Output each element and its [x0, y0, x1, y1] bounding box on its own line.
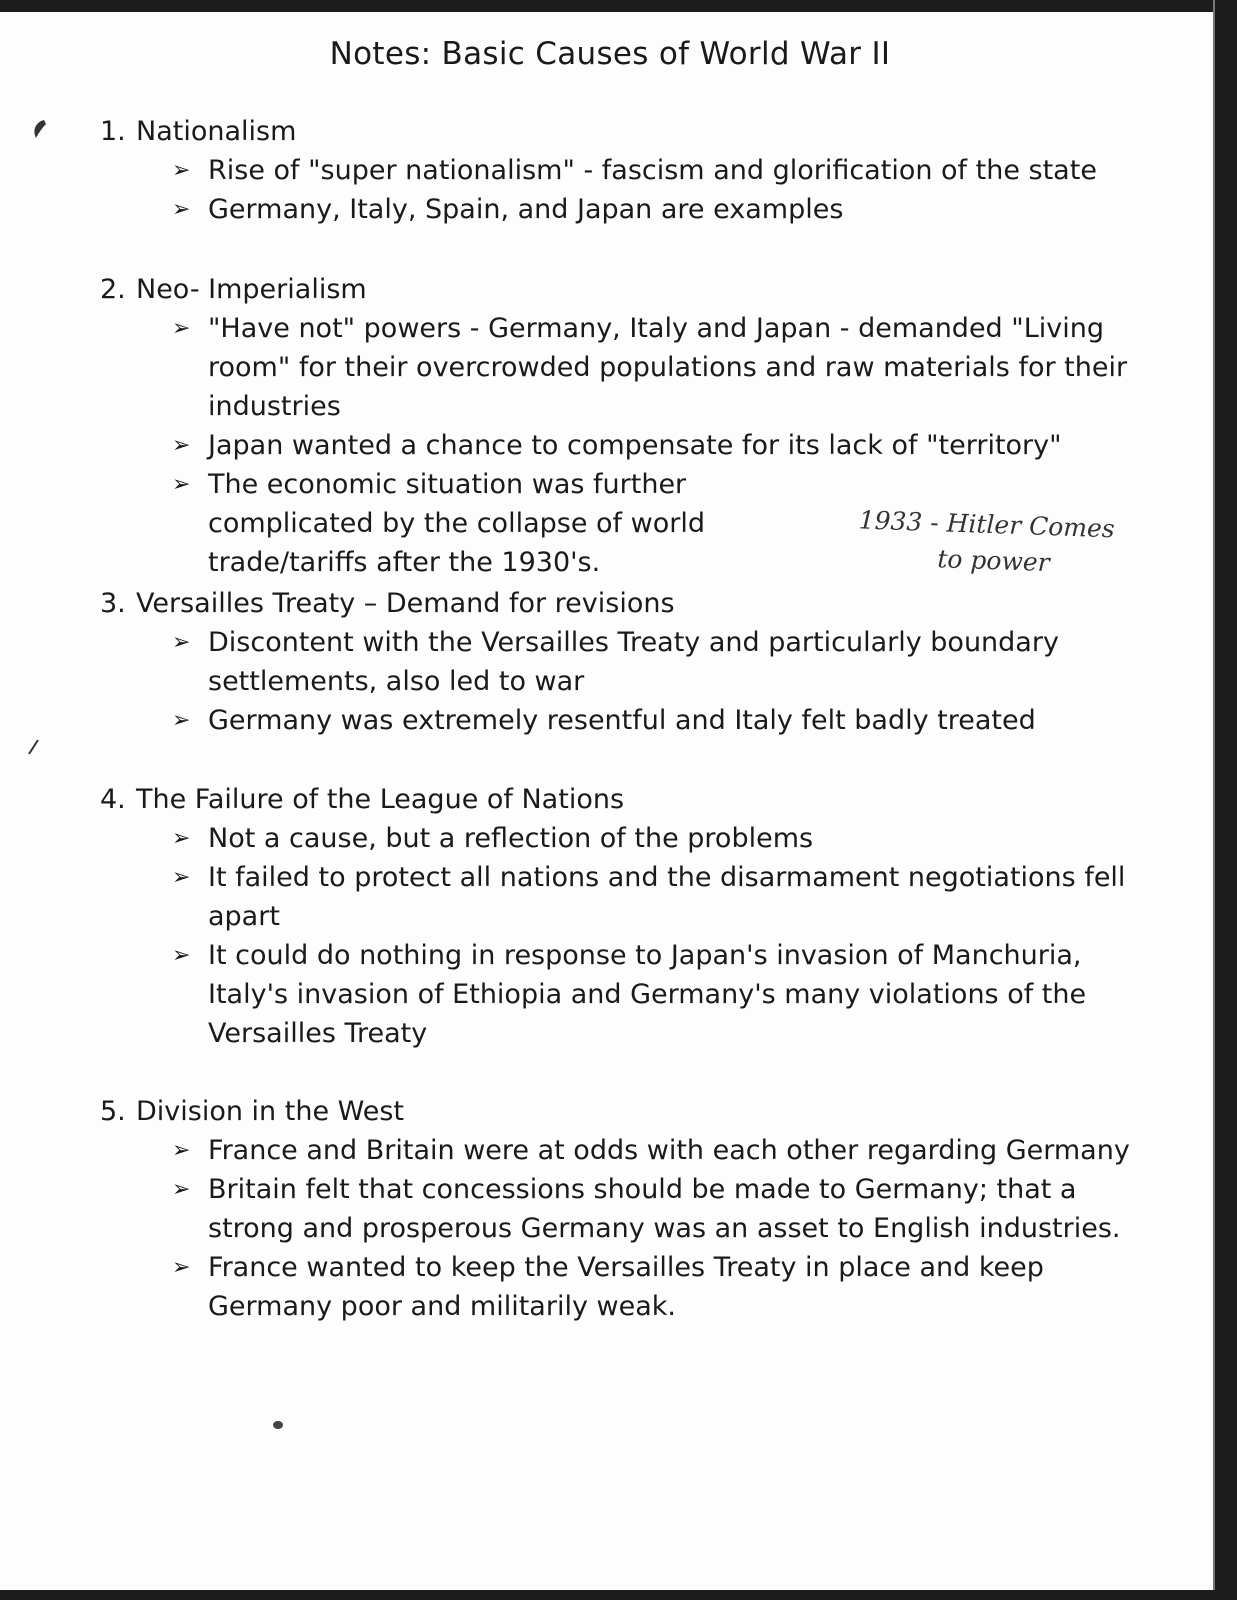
- bullet-item: [172, 190, 1160, 229]
- section-league-of-nations: [100, 780, 1160, 1053]
- section-title: The Failure of the League of Nations: [136, 784, 625, 815]
- section-number: 5.: [100, 1096, 126, 1127]
- bullet-item: [172, 936, 1160, 1053]
- bullet-list: [100, 623, 1160, 740]
- section-heading: [100, 780, 1160, 819]
- arrow-bullet-icon: ➢: [172, 316, 191, 341]
- bullet-text: It failed to protect all nations and the disarmament negotiations fell apart: [208, 862, 1126, 932]
- scan-edge-top: [0, 0, 1237, 12]
- bullet-list: [100, 819, 1160, 1053]
- section-versailles-treaty: [100, 584, 1160, 740]
- section-title: Versailles Treaty – Demand for revisions: [136, 588, 675, 619]
- arrow-bullet-icon: ➢: [172, 826, 191, 851]
- bullet-list: [100, 1131, 1160, 1326]
- page-title: Notes: Basic Causes of World War II: [329, 36, 891, 72]
- section-title: Nationalism: [136, 116, 297, 147]
- handwritten-note-line: 1933 - Hitler Comes: [858, 505, 1116, 544]
- section-number: 2.: [100, 274, 126, 305]
- section-division-in-the-west: [100, 1092, 1160, 1326]
- section-nationalism: [100, 112, 1160, 229]
- bullet-text: Germany, Italy, Spain, and Japan are examples: [208, 194, 844, 225]
- arrow-bullet-icon: ➢: [172, 197, 191, 222]
- bullet-text: Germany was extremely resentful and Italy felt badly treated: [208, 705, 1036, 736]
- bullet-item: [172, 1170, 1160, 1248]
- bullet-text: Japan wanted a chance to compensate for its lack of "territory": [208, 430, 1062, 461]
- arrow-bullet-icon: ➢: [172, 1255, 191, 1280]
- arrow-bullet-icon: ➢: [172, 472, 191, 497]
- bullet-text: "Have not" powers - Germany, Italy and Japan - demanded "Living room" for their overcrowded populations and raw materials for their industries: [208, 313, 1128, 422]
- bullet-text: Discontent with the Versailles Treaty and particularly boundary settlements, also led to war: [208, 627, 1059, 697]
- bullet-item: [172, 858, 1160, 936]
- scan-edge-right: [1215, 0, 1237, 1600]
- bullet-item: [172, 623, 1160, 701]
- arrow-bullet-icon: ➢: [172, 1138, 191, 1163]
- arrow-bullet-icon: ➢: [172, 708, 191, 733]
- bullet-text: Rise of "super nationalism" - fascism and glorification of the state: [208, 155, 1097, 186]
- section-number: 3.: [100, 588, 126, 619]
- bullet-item: [172, 819, 1160, 858]
- section-heading: [100, 584, 1160, 623]
- bullet-text: France wanted to keep the Versailles Treaty in place and keep Germany poor and militarily weak.: [208, 1252, 1044, 1322]
- handwritten-note-line: to power: [936, 544, 1051, 578]
- bullet-item: [172, 1248, 1160, 1326]
- arrow-bullet-icon: ➢: [172, 433, 191, 458]
- arrow-bullet-icon: ➢: [172, 158, 191, 183]
- bullet-item: [172, 151, 1160, 190]
- bullet-item: [172, 1131, 1160, 1170]
- handwritten-note: [857, 502, 1179, 585]
- arrow-bullet-icon: ➢: [172, 1177, 191, 1202]
- scan-speck-mark: [28, 116, 50, 156]
- bullet-text: It could do nothing in response to Japan's invasion of Manchuria, Italy's invasion of Ethiopia and Germany's many violations of the Versailles Treaty: [208, 940, 1087, 1049]
- section-title: Neo- Imperialism: [136, 274, 367, 305]
- bullet-item: [172, 309, 1160, 426]
- section-heading: [100, 112, 1160, 151]
- bullet-list: [100, 151, 1160, 229]
- section-number: 4.: [100, 784, 126, 815]
- arrow-bullet-icon: ➢: [172, 630, 191, 655]
- section-heading: [100, 270, 1160, 309]
- section-number: 1.: [100, 116, 126, 147]
- scan-speck-mark: [270, 1418, 286, 1432]
- arrow-bullet-icon: ➢: [172, 943, 191, 968]
- bullet-text: Not a cause, but a reflection of the problems: [208, 823, 814, 854]
- bullet-text: Britain felt that concessions should be made to Germany; that a strong and prosperous Germany was an asset to English industries.: [208, 1174, 1121, 1244]
- scan-edge-bottom: [0, 1590, 1237, 1600]
- section-heading: [100, 1092, 1160, 1131]
- scan-speck-mark: [26, 738, 40, 758]
- bullet-item: [172, 426, 1160, 465]
- bullet-text: The economic situation was further complicated by the collapse of world trade/tariffs after the 1930's.: [208, 469, 705, 578]
- section-title: Division in the West: [136, 1096, 405, 1127]
- bullet-item: [172, 701, 1160, 740]
- arrow-bullet-icon: ➢: [172, 865, 191, 890]
- bullet-text: France and Britain were at odds with each other regarding Germany: [208, 1135, 1130, 1166]
